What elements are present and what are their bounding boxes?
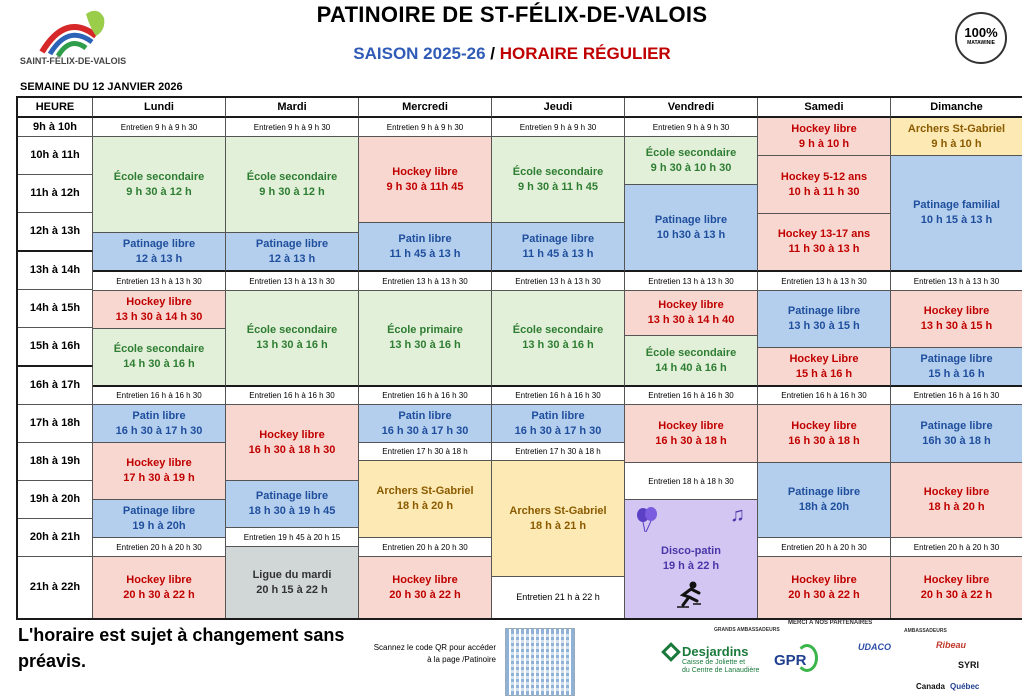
activity-block xyxy=(891,156,1022,272)
activity-title: Hockey libre xyxy=(791,573,857,586)
disclaimer-line: L'horaire est sujet à changement sans xyxy=(18,625,345,645)
maintenance-slot: Entretien 16 h à 16 h 30 xyxy=(359,387,492,405)
activity-block xyxy=(359,291,492,387)
hour-row-label: 21h à 22h xyxy=(18,557,93,618)
hour-row-label: 17h à 18h xyxy=(18,405,93,443)
activity-time: 9 h à 10 h xyxy=(931,137,982,150)
schedule-type-label: HORAIRE RÉGULIER xyxy=(499,44,671,63)
skater-icon xyxy=(669,581,703,614)
activity-time: 18 h 30 à 19 h 45 xyxy=(248,505,336,517)
maintenance-slot: Entretien 9 h à 9 h 30 xyxy=(93,118,226,137)
activity-block xyxy=(93,443,226,500)
maintenance-slot: Entretien 9 h à 9 h 30 xyxy=(359,118,492,137)
activity-block xyxy=(492,137,625,223)
maintenance-slot: Entretien 13 h à 13 h 30 xyxy=(226,272,359,291)
desjardins-name: Desjardins xyxy=(682,644,749,659)
activity-time: 13 h 30 à 16 h xyxy=(522,339,594,351)
badge-number: 100% xyxy=(964,25,998,40)
disclaimer-line: préavis. xyxy=(18,651,87,671)
hour-row-label: 11h à 12h xyxy=(18,175,93,213)
activity-title: École secondaire xyxy=(645,146,737,159)
activity-block xyxy=(492,223,625,272)
schedule-disclaimer xyxy=(18,622,358,674)
activity-block xyxy=(359,223,492,272)
activity-title: Hockey libre xyxy=(658,299,724,311)
hour-row-label: 13h à 14h xyxy=(18,252,93,290)
activity-time: 11 h 30 à 13 h xyxy=(788,243,860,255)
activity-time: 16 h 30 à 18 h xyxy=(655,434,727,447)
maintenance-slot: Entretien 16 h à 16 h 30 xyxy=(492,387,625,405)
hour-row-label: 20h à 21h xyxy=(18,519,93,557)
activity-time: 9 h 30 à 11h 45 xyxy=(386,180,464,193)
activity-title: Hockey libre xyxy=(259,428,325,441)
activity-time: 11 h 45 à 13 h xyxy=(522,247,594,260)
header xyxy=(0,0,1024,80)
maintenance-slot: Entretien 20 h à 20 h 30 xyxy=(758,538,891,557)
maintenance-slot: Entretien 17 h 30 à 18 h xyxy=(492,443,625,461)
maintenance-slot: Entretien 16 h à 16 h 30 xyxy=(226,387,359,405)
activity-title: École secondaire xyxy=(645,346,737,359)
activity-title: Patin libre xyxy=(398,409,452,422)
activity-time: 16 h 30 à 18 h 30 xyxy=(248,443,336,456)
activity-title: École secondaire xyxy=(246,170,338,183)
hour-row-label: 10h à 11h xyxy=(18,137,93,175)
activity-block xyxy=(93,500,226,538)
maintenance-slot: Entretien 13 h à 13 h 30 xyxy=(625,272,758,291)
partner-logo: Canada xyxy=(916,682,945,691)
hour-row-label: 18h à 19h xyxy=(18,443,93,481)
activity-block xyxy=(359,405,492,443)
activity-block xyxy=(891,405,1022,463)
activity-block xyxy=(625,185,758,272)
activity-time: 19 h à 22 h xyxy=(662,560,720,572)
activity-time: 16 h 30 à 17 h 30 xyxy=(381,424,469,437)
week-label: SEMAINE DU 12 JANVIER 2026 xyxy=(20,81,183,93)
activity-time: 10 h à 11 h 30 xyxy=(788,185,860,198)
activity-title: École primaire xyxy=(387,324,463,336)
activity-title: Patinage libre xyxy=(920,419,993,432)
activity-block xyxy=(492,291,625,387)
partners-title: MERCI À NOS PARTENAIRES xyxy=(788,620,873,626)
maintenance-slot: Entretien 16 h à 16 h 30 xyxy=(758,387,891,405)
activity-time: 10 h 15 à 13 h xyxy=(920,214,993,226)
maintenance-slot: Entretien 13 h à 13 h 30 xyxy=(758,272,891,291)
activity-title: Hockey libre xyxy=(126,457,192,469)
activity-title: Patin libre xyxy=(132,409,186,422)
gpr-logo xyxy=(774,644,824,680)
ambassadors-label: AMBASSADEURS xyxy=(904,628,947,634)
activity-time: 9 h 30 à 12 h xyxy=(126,185,192,198)
activity-block xyxy=(758,118,891,156)
activity-time: 20 h 30 à 22 h xyxy=(389,588,461,601)
activity-title: Patin libre xyxy=(398,232,452,245)
activity-block xyxy=(93,405,226,443)
activity-time: 16 h 30 à 18 h xyxy=(788,434,860,447)
maintenance-slot: Entretien 18 h à 18 h 30 xyxy=(625,463,758,500)
activity-block xyxy=(758,291,891,348)
activity-title: Hockey libre xyxy=(392,573,458,586)
activity-title: Hockey 5-12 ans xyxy=(780,170,868,183)
activity-title: Ligue du mardi xyxy=(252,568,332,581)
desjardins-mark-icon xyxy=(661,642,681,662)
activity-block xyxy=(891,463,1022,538)
activity-time: 17 h 30 à 19 h xyxy=(123,472,195,484)
activity-time: 9 h 30 à 10 h 30 xyxy=(650,161,732,174)
schedule-grid xyxy=(16,96,1022,620)
activity-block xyxy=(93,557,226,618)
activity-title: Hockey libre xyxy=(923,573,990,586)
activity-time: 20 h 30 à 22 h xyxy=(788,588,860,601)
activity-time: 19 h à 20h xyxy=(132,519,186,532)
activity-title: Hockey libre xyxy=(791,122,857,135)
activity-block xyxy=(226,291,359,387)
activity-time: 15 h à 16 h xyxy=(795,367,853,380)
activity-title: Hockey libre xyxy=(392,165,458,178)
activity-block xyxy=(93,291,226,329)
activity-title: École secondaire xyxy=(512,165,604,178)
badge-subtitle: MATAWINIE xyxy=(967,40,995,46)
activity-block xyxy=(226,405,359,481)
maintenance-slot: Entretien 13 h à 13 h 30 xyxy=(359,272,492,291)
qr-instruction-line: Scannez le code QR pour accéder xyxy=(373,643,496,652)
activity-block xyxy=(359,461,492,538)
activity-title: Hockey libre xyxy=(791,419,857,432)
partner-logo: Ribeau xyxy=(936,640,967,650)
maintenance-slot: Entretien 21 h à 22 h xyxy=(492,577,625,618)
activity-time: 14 h 40 à 16 h xyxy=(655,361,727,374)
column-header-friday: Vendredi xyxy=(625,98,758,118)
activity-title: Patinage libre xyxy=(122,504,196,517)
activity-block xyxy=(359,557,492,618)
column-header-thursday: Jeudi xyxy=(492,98,625,118)
activity-block xyxy=(492,461,625,577)
activity-time: 20 h 15 à 22 h xyxy=(256,583,328,596)
activity-block xyxy=(226,481,359,528)
hour-row-label: 16h à 17h xyxy=(18,367,93,405)
activity-time: 18 h à 21 h xyxy=(529,519,587,532)
activity-time: 13 h 30 à 15 h xyxy=(788,320,860,332)
activity-time: 13 h 30 à 14 h 30 xyxy=(115,310,203,323)
maintenance-slot: Entretien 16 h à 16 h 30 xyxy=(93,387,226,405)
activity-time: 20 h 30 à 22 h xyxy=(920,588,993,601)
activity-block xyxy=(758,405,891,463)
activity-block xyxy=(891,291,1022,348)
maintenance-slot: Entretien 16 h à 16 h 30 xyxy=(625,387,758,405)
activity-time: 15 h à 16 h xyxy=(928,367,985,380)
activity-title: Hockey 13-17 ans xyxy=(777,228,871,240)
activity-block xyxy=(93,137,226,233)
activity-title: Patinage libre xyxy=(920,352,993,365)
column-header-sunday: Dimanche xyxy=(891,98,1022,118)
activity-title: Patin libre xyxy=(531,409,585,422)
partner-logo: UDACO xyxy=(858,642,891,652)
activity-title: Archers St-Gabriel xyxy=(907,122,1006,135)
activity-title: Patinage libre xyxy=(787,486,861,498)
maintenance-slot: Entretien 20 h à 20 h 30 xyxy=(359,538,492,557)
activity-time: 9 h 30 à 11 h 45 xyxy=(517,180,599,193)
maintenance-slot: Entretien 16 h à 16 h 30 xyxy=(891,387,1022,405)
partner-logo: Québec xyxy=(950,682,980,691)
activity-title: Hockey libre xyxy=(658,419,724,432)
activity-time: 9 h 30 à 12 h xyxy=(259,185,325,198)
activity-title: Hockey libre xyxy=(923,305,990,317)
activity-title: Patinage libre xyxy=(255,237,329,250)
activity-title: Patinage libre xyxy=(255,490,329,502)
page-title: PATINOIRE DE ST-FÉLIX-DE-VALOIS xyxy=(316,2,708,27)
activity-title: Archers St-Gabriel xyxy=(509,504,607,517)
hour-row-label: 12h à 13h xyxy=(18,213,93,252)
maintenance-slot: Entretien 13 h à 13 h 30 xyxy=(891,272,1022,291)
partner-logo: SYRI xyxy=(958,660,980,670)
activity-block xyxy=(891,348,1022,387)
activity-time: 18 h à 20 h xyxy=(396,500,454,512)
activity-block xyxy=(93,329,226,387)
activity-time: 10 h30 à 13 h xyxy=(656,228,726,241)
qr-code-icon[interactable] xyxy=(505,628,575,696)
desjardins-sub: du Centre de Lanaudière xyxy=(682,667,760,674)
qr-instruction-line: à la page /Patinoire xyxy=(427,655,496,664)
activity-block xyxy=(359,137,492,223)
activity-time: 13 h 30 à 16 h xyxy=(256,339,328,351)
activity-title: Disco-patin xyxy=(661,545,721,557)
activity-title: Hockey Libre xyxy=(789,352,859,365)
activity-block xyxy=(226,233,359,272)
activity-time: 16 h 30 à 17 h 30 xyxy=(514,424,602,437)
gpr-name: GPR xyxy=(774,652,807,669)
activity-title: École secondaire xyxy=(113,170,205,183)
hour-row-label: 14h à 15h xyxy=(18,290,93,328)
grand-ambassadors-label: GRANDS AMBASSADEURS xyxy=(714,627,780,633)
activity-time: 13 h 30 à 14 h 40 xyxy=(647,314,735,326)
activity-block xyxy=(758,214,891,272)
balloons-icon xyxy=(635,506,659,537)
column-header-hour: HEURE xyxy=(18,98,93,118)
disco-block xyxy=(625,500,758,618)
activity-time: 13 h 30 à 15 h xyxy=(920,320,993,332)
activity-title: Hockey libre xyxy=(126,573,192,586)
activity-title: Hockey libre xyxy=(126,295,192,308)
qr-instructions xyxy=(366,642,496,666)
column-header-monday: Lundi xyxy=(93,98,226,118)
activity-time: 12 à 13 h xyxy=(268,252,316,265)
desjardins-logo xyxy=(664,644,764,675)
activity-time: 9 h à 10 h xyxy=(798,137,850,150)
activity-title: École secondaire xyxy=(246,324,338,336)
activity-block xyxy=(891,118,1022,156)
activity-title: Patinage libre xyxy=(654,213,728,226)
activity-time: 18h à 20h xyxy=(798,501,850,513)
municipality-name: SAINT-FÉLIX-DE-VALOIS xyxy=(19,56,127,66)
hour-row-label: 19h à 20h xyxy=(18,481,93,519)
activity-time: 13 h 30 à 16 h xyxy=(389,339,461,351)
activity-time: 12 à 13 h xyxy=(135,252,183,265)
activity-block xyxy=(625,336,758,387)
activity-title: Archers St-Gabriel xyxy=(376,485,474,497)
activity-time: 18 h à 20 h xyxy=(928,501,985,513)
activity-title: Patinage libre xyxy=(521,232,595,245)
activity-title: Patinage libre xyxy=(122,237,196,250)
activity-time: 14 h 30 à 16 h xyxy=(123,358,195,370)
activity-title: École secondaire xyxy=(113,343,205,355)
activity-block xyxy=(758,463,891,538)
maintenance-slot: Entretien 20 h à 20 h 30 xyxy=(93,538,226,557)
page-subtitle xyxy=(0,44,1024,64)
maintenance-slot: Entretien 13 h à 13 h 30 xyxy=(492,272,625,291)
maintenance-slot: Entretien 20 h à 20 h 30 xyxy=(891,538,1022,557)
activity-block xyxy=(625,405,758,463)
activity-block xyxy=(891,557,1022,618)
maintenance-slot: Entretien 19 h 45 à 20 h 15 xyxy=(226,528,359,547)
activity-block xyxy=(93,233,226,272)
activity-time: 16 h 30 à 17 h 30 xyxy=(115,424,203,437)
column-header-tuesday: Mardi xyxy=(226,98,359,118)
maintenance-slot: Entretien 9 h à 9 h 30 xyxy=(226,118,359,137)
desjardins-sub: Caisse de Joliette et xyxy=(682,659,746,666)
activity-time: 16h 30 à 18 h xyxy=(922,434,991,447)
maintenance-slot: Entretien 13 h à 13 h 30 xyxy=(93,272,226,291)
activity-block xyxy=(226,137,359,233)
matawinie-badge xyxy=(955,12,1007,64)
activity-block xyxy=(625,137,758,185)
activity-block xyxy=(758,156,891,214)
activity-block xyxy=(758,557,891,618)
activity-block xyxy=(226,547,359,618)
hour-row-label: 15h à 16h xyxy=(18,328,93,367)
activity-title: Hockey libre xyxy=(923,486,990,498)
subtitle-separator: / xyxy=(485,44,500,63)
season-label: SAISON 2025-26 xyxy=(353,44,486,63)
column-header-saturday: Samedi xyxy=(758,98,891,118)
activity-time: 20 h 30 à 22 h xyxy=(123,588,195,601)
activity-block xyxy=(758,348,891,387)
activity-time: 11 h 45 à 13 h xyxy=(389,247,461,260)
maintenance-slot: Entretien 9 h à 9 h 30 xyxy=(492,118,625,137)
activity-block xyxy=(492,405,625,443)
column-header-wednesday: Mercredi xyxy=(359,98,492,118)
activity-title: Patinage libre xyxy=(787,305,861,317)
activity-title: École secondaire xyxy=(512,324,604,336)
activity-title: Patinage familial xyxy=(913,199,1000,211)
maintenance-slot: Entretien 17 h 30 à 18 h xyxy=(359,443,492,461)
hour-row-label: 9h à 10h xyxy=(18,118,93,137)
maintenance-slot: Entretien 9 h à 9 h 30 xyxy=(625,118,758,137)
activity-block xyxy=(625,291,758,336)
music-notes-icon: ♫ xyxy=(730,504,745,526)
